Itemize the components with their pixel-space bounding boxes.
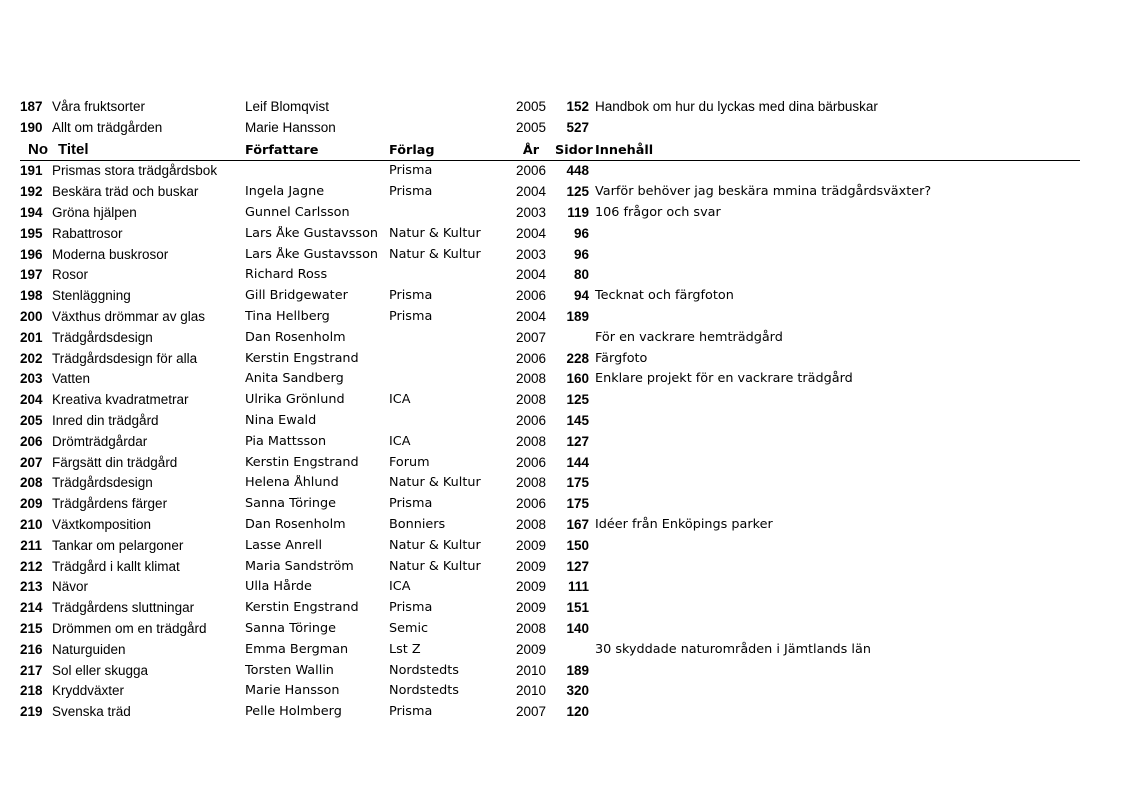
cell-no: 197 [20, 267, 43, 283]
header-year: År [522, 142, 540, 158]
cell-description: Tecknat och färgfoton [595, 288, 734, 304]
cell-no: 207 [20, 454, 43, 470]
cell-publisher: Natur & Kultur [389, 558, 481, 574]
cell-publisher: Semic [389, 621, 429, 637]
table-row [20, 618, 1080, 639]
cell-author: Gunnel Carlsson [245, 205, 350, 221]
cell-pages: 152 [566, 98, 589, 114]
cell-no: 198 [20, 288, 43, 304]
cell-no: 190 [20, 119, 43, 135]
cell-publisher: Prisma [389, 184, 433, 200]
cell-no: 201 [20, 329, 43, 345]
cell-no: 206 [20, 433, 43, 449]
cell-no: 219 [20, 704, 43, 720]
cell-author: Tina Hellberg [245, 309, 330, 325]
cell-no: 213 [20, 579, 43, 595]
cell-no: 210 [20, 517, 43, 533]
cell-pages: 160 [566, 371, 589, 387]
cell-pages: 127 [566, 433, 589, 449]
cell-year: 2009 [515, 579, 547, 595]
cell-no: 192 [20, 184, 43, 200]
cell-title: Växtkomposition [52, 517, 152, 533]
cell-year: 2007 [515, 704, 547, 720]
cell-publisher: Nordstedts [389, 683, 459, 699]
cell-year: 2004 [515, 225, 547, 241]
cell-year: 2006 [515, 163, 547, 179]
cell-no: 215 [20, 621, 43, 637]
cell-author: Sanna Töringe [245, 621, 336, 637]
cell-pages: 175 [566, 496, 589, 512]
cell-title: Trädgårdsdesign [52, 475, 153, 491]
header-no: No [28, 140, 48, 158]
cell-year: 2009 [515, 537, 547, 553]
cell-author: Dan Rosenholm [245, 329, 346, 345]
table-row [20, 452, 1080, 473]
cell-author: Pia Mattsson [245, 433, 327, 449]
cell-no: 194 [20, 205, 43, 221]
cell-author: Leif Blomqvist [245, 98, 330, 114]
header-pages: Sidor [555, 142, 593, 158]
cell-pages: 527 [566, 119, 589, 135]
header-title: Titel [58, 140, 89, 158]
table-row [20, 597, 1080, 618]
column-header-row [20, 138, 1080, 161]
cell-publisher: Natur & Kultur [389, 537, 481, 553]
cell-no: 205 [20, 413, 43, 429]
cell-title: Prismas stora trädgårdsbok [52, 163, 218, 179]
cell-pages: 120 [566, 704, 589, 720]
table-row [20, 535, 1080, 556]
cell-year: 2008 [515, 371, 547, 387]
cell-title: Allt om trädgården [52, 119, 163, 135]
cell-publisher: Natur & Kultur [389, 246, 481, 262]
cell-publisher: ICA [389, 433, 411, 449]
cell-pages: 127 [566, 558, 589, 574]
table-row [20, 117, 1080, 138]
cell-publisher: Prisma [389, 496, 433, 512]
cell-year: 2004 [515, 184, 547, 200]
cell-pages: 189 [566, 662, 589, 678]
cell-description: Färgfoto [595, 350, 648, 366]
cell-title: Gröna hjälpen [52, 205, 137, 221]
cell-author: Sanna Töringe [245, 496, 336, 512]
cell-publisher: Bonniers [389, 517, 446, 533]
cell-pages: 150 [566, 537, 589, 553]
table-row [20, 431, 1080, 452]
cell-author: Pelle Holmberg [245, 704, 342, 720]
cell-year: 2007 [515, 329, 547, 345]
cell-title: Trädgårdsdesign för alla [52, 350, 198, 366]
table-row [20, 410, 1080, 431]
cell-year: 2010 [515, 683, 547, 699]
table-row [20, 96, 1080, 117]
cell-pages: 189 [566, 309, 589, 325]
cell-year: 2004 [515, 267, 547, 283]
table-row [20, 701, 1080, 722]
cell-author: Dan Rosenholm [245, 517, 346, 533]
cell-publisher: Natur & Kultur [389, 475, 481, 491]
cell-pages: 125 [566, 184, 589, 200]
cell-publisher: Forum [389, 454, 430, 470]
table-row [20, 306, 1080, 327]
table-row [20, 285, 1080, 306]
cell-year: 2008 [515, 392, 547, 408]
table-row [20, 681, 1080, 702]
cell-title: Moderna buskrosor [52, 246, 169, 262]
cell-pages: 94 [573, 288, 589, 304]
table-row [20, 514, 1080, 535]
cell-title: Vatten [52, 371, 91, 387]
cell-description: 30 skyddade naturområden i Jämtlands län [595, 641, 871, 657]
cell-pages: 448 [566, 163, 589, 179]
cell-description: Idéer från Enköpings parker [595, 517, 773, 533]
cell-year: 2008 [515, 475, 547, 491]
cell-author: Maria Sandström [245, 558, 354, 574]
cell-author: Emma Bergman [245, 641, 349, 657]
table-row [20, 327, 1080, 348]
cell-title: Trädgårdens färger [52, 496, 168, 512]
cell-pages: 119 [567, 205, 589, 221]
cell-description: För en vackrare hemträdgård [595, 329, 783, 345]
table-row [20, 223, 1080, 244]
cell-pages: 125 [566, 392, 589, 408]
cell-publisher: ICA [389, 392, 411, 408]
cell-author: Gill Bridgewater [245, 288, 348, 304]
table-row [20, 161, 1080, 182]
cell-year: 2010 [515, 662, 547, 678]
cell-publisher: Prisma [389, 704, 433, 720]
cell-author: Kerstin Engstrand [245, 600, 359, 616]
cell-pages: 228 [566, 350, 589, 366]
cell-pages: 320 [566, 683, 589, 699]
cell-no: 202 [20, 350, 43, 366]
table-row [20, 369, 1080, 390]
cell-no: 211 [20, 537, 42, 553]
table-row [20, 577, 1080, 598]
cell-no: 218 [20, 683, 43, 699]
cell-title: Kreativa kvadratmetrar [52, 392, 189, 408]
cell-publisher: Prisma [389, 600, 433, 616]
cell-pages: 151 [566, 600, 589, 616]
cell-title: Beskära träd och buskar [52, 184, 199, 200]
cell-no: 204 [20, 392, 43, 408]
table-row [20, 556, 1080, 577]
cell-title: Trädgård i kallt klimat [52, 558, 180, 574]
cell-year: 2005 [515, 119, 547, 135]
cell-year: 2006 [515, 413, 547, 429]
cell-author: Marie Hansson [245, 683, 340, 699]
cell-author: Ulrika Grönlund [245, 392, 345, 408]
cell-publisher: Lst Z [389, 641, 421, 657]
cell-year: 2009 [515, 558, 547, 574]
book-list-sheet [20, 96, 1080, 722]
header-author: Författare [245, 142, 319, 158]
cell-description: Handbok om hur du lyckas med dina bärbuskar [595, 98, 878, 114]
table-row [20, 265, 1080, 286]
cell-no: 203 [20, 371, 43, 387]
pre-header-rows [20, 96, 1080, 138]
cell-description: 106 frågor och svar [595, 205, 721, 221]
cell-title: Drömträdgårdar [52, 433, 148, 449]
cell-no: 217 [20, 662, 43, 678]
cell-author: Ingela Jagne [245, 184, 325, 200]
cell-year: 2005 [515, 98, 547, 114]
cell-author: Nina Ewald [245, 413, 317, 429]
cell-year: 2003 [515, 205, 547, 221]
cell-title: Växthus drömmar av glas [52, 309, 206, 325]
cell-year: 2006 [515, 454, 547, 470]
cell-author: Lars Åke Gustavsson [245, 225, 379, 241]
cell-year: 2009 [515, 641, 547, 657]
cell-year: 2008 [515, 433, 547, 449]
cell-author: Anita Sandberg [245, 371, 344, 387]
cell-author: Richard Ross [245, 267, 328, 283]
cell-description: Varför behöver jag beskära mmina trädgårdsväxter? [595, 184, 932, 200]
cell-year: 2006 [515, 496, 547, 512]
cell-publisher: Prisma [389, 309, 433, 325]
cell-title: Inred din trädgård [52, 413, 159, 429]
cell-year: 2008 [515, 621, 547, 637]
cell-pages: 175 [566, 475, 589, 491]
cell-author: Lasse Anrell [245, 537, 323, 553]
cell-no: 212 [20, 558, 43, 574]
table-row [20, 348, 1080, 369]
cell-title: Trädgårdens sluttningar [52, 600, 195, 616]
cell-year: 2003 [515, 246, 547, 262]
cell-title: Stenläggning [52, 288, 131, 304]
cell-title: Svenska träd [52, 704, 131, 720]
cell-title: Naturguiden [52, 641, 126, 657]
cell-pages: 140 [566, 621, 589, 637]
cell-title: Rosor [52, 267, 89, 283]
cell-pages: 144 [566, 454, 589, 470]
cell-author: Marie Hansson [245, 119, 336, 135]
cell-year: 2008 [515, 517, 547, 533]
cell-pages: 96 [573, 225, 589, 241]
cell-title: Trädgårdsdesign [52, 329, 153, 345]
cell-title: Våra fruktsorter [52, 98, 146, 114]
cell-publisher: Natur & Kultur [389, 225, 481, 241]
cell-pages: 80 [573, 267, 589, 283]
cell-author: Torsten Wallin [245, 662, 334, 678]
table-row [20, 493, 1080, 514]
cell-title: Kryddväxter [52, 683, 125, 699]
cell-pages: 96 [573, 246, 589, 262]
table-row [20, 389, 1080, 410]
cell-no: 208 [20, 475, 43, 491]
table-row [20, 244, 1080, 265]
cell-no: 200 [20, 309, 43, 325]
table-row [20, 660, 1080, 681]
cell-pages: 145 [566, 413, 589, 429]
cell-no: 209 [20, 496, 43, 512]
cell-no: 196 [20, 246, 43, 262]
cell-no: 195 [20, 225, 43, 241]
cell-title: Tankar om pelargoner [52, 537, 184, 553]
cell-title: Rabattrosor [52, 225, 123, 241]
cell-title: Färgsätt din trädgård [52, 454, 178, 470]
cell-title: Sol eller skugga [52, 662, 149, 678]
table-row [20, 473, 1080, 494]
cell-title: Drömmen om en trädgård [52, 621, 207, 637]
table-row [20, 202, 1080, 223]
table-row [20, 181, 1080, 202]
cell-year: 2006 [515, 350, 547, 366]
cell-year: 2004 [515, 309, 547, 325]
cell-no: 216 [20, 641, 43, 657]
cell-pages: 167 [566, 517, 589, 533]
cell-author: Kerstin Engstrand [245, 350, 359, 366]
cell-publisher: Nordstedts [389, 662, 459, 678]
header-description: Innehåll [595, 142, 654, 158]
cell-title: Nävor [52, 579, 89, 595]
cell-author: Helena Åhlund [245, 475, 339, 491]
table-body [20, 161, 1080, 723]
cell-year: 2009 [515, 600, 547, 616]
cell-no: 191 [20, 163, 43, 179]
cell-author: Kerstin Engstrand [245, 454, 359, 470]
cell-author: Ulla Hårde [245, 579, 312, 595]
cell-publisher: Prisma [389, 163, 433, 179]
cell-no: 187 [20, 98, 43, 114]
cell-pages: 111 [567, 579, 589, 595]
cell-author: Lars Åke Gustavsson [245, 246, 379, 262]
cell-publisher: Prisma [389, 288, 433, 304]
table-row [20, 639, 1080, 660]
cell-no: 214 [20, 600, 43, 616]
header-publisher: Förlag [389, 142, 435, 158]
cell-publisher: ICA [389, 579, 411, 595]
cell-year: 2006 [515, 288, 547, 304]
cell-description: Enklare projekt för en vackrare trädgård [595, 371, 853, 387]
